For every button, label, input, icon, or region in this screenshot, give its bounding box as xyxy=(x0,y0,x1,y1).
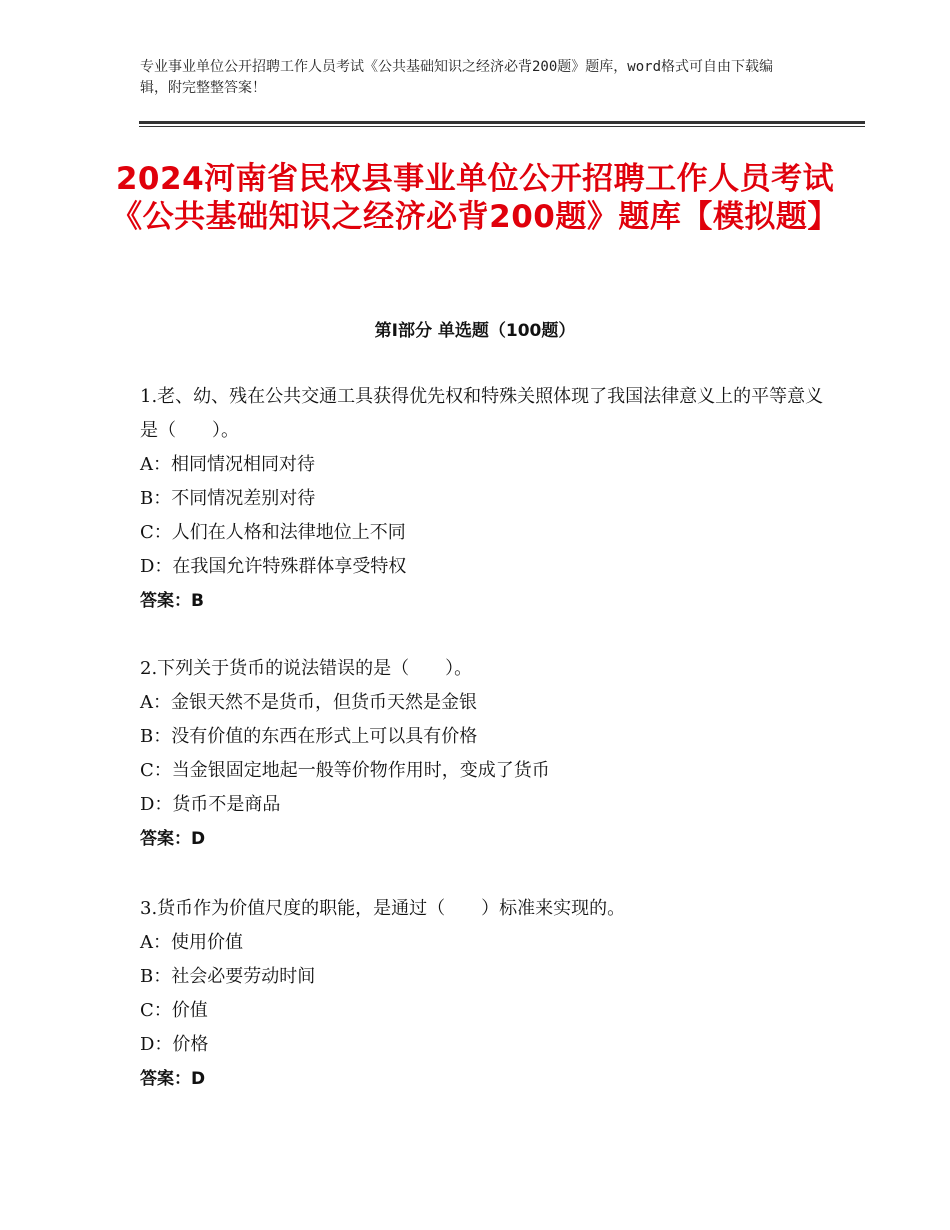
header-divider-thick xyxy=(139,121,865,124)
header-divider-thin xyxy=(139,126,865,127)
question-2 xyxy=(140,652,840,856)
question-stem: 1.老、幼、残在公共交通工具获得优先权和特殊关照体现了我国法律意义上的平等意义是（ ）。 xyxy=(140,386,824,441)
option-d: D：在我国允许特殊群体享受特权 xyxy=(140,556,407,577)
answer: 答案：B xyxy=(140,591,204,611)
option-c: C：价值 xyxy=(140,1000,208,1021)
header-note: 专业事业单位公开招聘工作人员考试《公共基础知识之经济必背200题》题库，word格式可自由下载编辑，附完整整答案！ xyxy=(140,59,773,96)
option-b: B：不同情况差别对待 xyxy=(140,488,316,509)
option-a: A：使用价值 xyxy=(140,932,243,953)
question-3 xyxy=(140,892,840,1096)
question-1 xyxy=(140,380,840,618)
document-title: 2024河南省民权县事业单位公开招聘工作人员考试《公共基础知识之经济必背200题》题库【模拟题】 xyxy=(111,161,839,235)
question-stem: 2.下列关于货币的说法错误的是（ ）。 xyxy=(140,658,473,679)
option-d: D：价格 xyxy=(140,1034,209,1055)
option-a: A：相同情况相同对待 xyxy=(140,454,315,475)
question-stem: 3.货币作为价值尺度的职能，是通过（ ）标准来实现的。 xyxy=(140,898,626,919)
option-c: C：人们在人格和法律地位上不同 xyxy=(140,522,406,543)
section-title: 第Ⅰ部分 单选题（100题） xyxy=(374,321,576,341)
option-b: B：没有价值的东西在形式上可以具有价格 xyxy=(140,726,478,747)
answer: 答案：D xyxy=(140,829,206,849)
answer: 答案：D xyxy=(140,1069,206,1089)
option-a: A：金银天然不是货币，但货币天然是金银 xyxy=(140,692,477,713)
option-b: B：社会必要劳动时间 xyxy=(140,966,316,987)
option-c: C：当金银固定地起一般等价物作用时，变成了货币 xyxy=(140,760,550,781)
option-d: D：货币不是商品 xyxy=(140,794,281,815)
